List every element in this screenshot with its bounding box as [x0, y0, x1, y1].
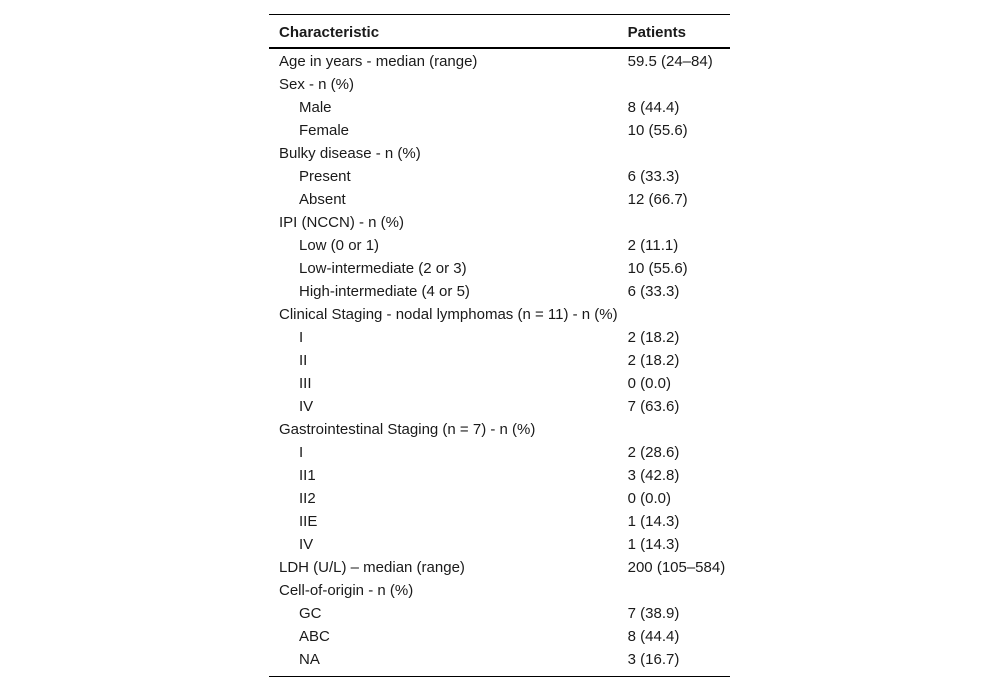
row-value — [618, 579, 730, 602]
row-sublabel: Male — [299, 99, 332, 116]
row-value: 10 (55.6) — [627, 122, 688, 139]
row-value — [618, 142, 730, 165]
row-value — [618, 73, 730, 96]
table-row — [269, 142, 730, 165]
row-label: Bulky disease - n (%) — [279, 145, 421, 162]
row-sublabel: II2 — [299, 490, 316, 507]
row-sublabel: NA — [269, 648, 618, 677]
row-value: 2 (28.6) — [627, 444, 680, 461]
row-value — [618, 211, 730, 234]
row-sublabel: IIE — [299, 513, 318, 530]
table-row — [269, 211, 730, 234]
table-row — [269, 303, 730, 326]
row-label: Clinical Staging - nodal lymphomas (n = 11) - n (%) — [279, 306, 618, 323]
row-value: 2 (18.2) — [627, 329, 680, 346]
row-sublabel: I — [299, 329, 304, 346]
row-sublabel: I — [299, 444, 304, 461]
row-value: 0 (0.0) — [627, 375, 671, 392]
table-row — [269, 441, 730, 464]
header-row — [269, 15, 730, 49]
table-row — [269, 234, 730, 257]
table-row — [269, 487, 730, 510]
row-sublabel: III — [299, 375, 312, 392]
table-row — [269, 73, 730, 96]
row-value: 7 (38.9) — [627, 605, 680, 622]
row-sublabel: Low-intermediate (2 or 3) — [299, 260, 467, 277]
header-characteristic: Characteristic — [269, 15, 618, 49]
table-row — [269, 326, 730, 349]
table-row — [269, 188, 730, 211]
row-value: 12 (66.7) — [627, 191, 688, 208]
row-label: IPI (NCCN) - n (%) — [279, 214, 404, 231]
row-value: 1 (14.3) — [627, 536, 680, 553]
row-value: 1 (14.3) — [627, 513, 680, 530]
table-row — [269, 418, 730, 441]
row-value: 6 (33.3) — [627, 283, 680, 300]
row-value: 3 (16.7) — [618, 648, 730, 677]
table-row — [269, 464, 730, 487]
table-row — [269, 349, 730, 372]
row-sublabel: Low (0 or 1) — [299, 237, 380, 254]
row-label: LDH (U/L) – median (range) — [279, 559, 465, 576]
table-row — [269, 119, 730, 142]
row-sublabel: IV — [299, 536, 314, 553]
table-row — [269, 556, 730, 579]
table-body — [269, 48, 730, 677]
row-sublabel: GC — [299, 605, 322, 622]
row-value: 59.5 (24–84) — [627, 53, 713, 70]
table-header — [269, 15, 730, 49]
table-row — [269, 579, 730, 602]
patient-characteristics-table — [269, 14, 730, 677]
row-label: Age in years - median (range) — [279, 53, 478, 70]
table-row — [269, 48, 730, 73]
table-row — [269, 96, 730, 119]
row-label: Sex - n (%) — [279, 76, 355, 93]
row-sublabel: II1 — [299, 467, 316, 484]
table-row — [269, 372, 730, 395]
row-sublabel: ABC — [299, 628, 330, 645]
table-row — [269, 648, 730, 677]
row-sublabel: Female — [299, 122, 350, 139]
row-value: 6 (33.3) — [627, 168, 680, 185]
row-sublabel: High-intermediate (4 or 5) — [299, 283, 470, 300]
row-value: 0 (0.0) — [627, 490, 671, 507]
row-sublabel: Present — [299, 168, 351, 185]
table-row — [269, 510, 730, 533]
row-value: 2 (18.2) — [627, 352, 680, 369]
row-value: 7 (63.6) — [627, 398, 680, 415]
table-row — [269, 625, 730, 648]
row-value: 10 (55.6) — [627, 260, 688, 277]
header-patients: Patients — [618, 15, 730, 49]
table-row — [269, 280, 730, 303]
row-label: Gastrointestinal Staging (n = 7) - n (%) — [279, 421, 536, 438]
row-value — [618, 418, 730, 441]
row-value: 200 (105–584) — [627, 559, 726, 576]
row-sublabel: Absent — [299, 191, 346, 208]
table-row — [269, 257, 730, 280]
row-value: 8 (44.4) — [627, 99, 680, 116]
row-sublabel: II — [299, 352, 308, 369]
row-label: Cell-of-origin - n (%) — [279, 582, 414, 599]
row-value: 3 (42.8) — [627, 467, 680, 484]
patient-characteristics-table-container — [269, 14, 730, 677]
table-row — [269, 533, 730, 556]
table-row — [269, 602, 730, 625]
table-row — [269, 165, 730, 188]
row-value: 8 (44.4) — [627, 628, 680, 645]
row-value: 2 (11.1) — [627, 237, 679, 254]
row-sublabel: IV — [299, 398, 314, 415]
row-value — [618, 303, 730, 326]
table-row — [269, 395, 730, 418]
